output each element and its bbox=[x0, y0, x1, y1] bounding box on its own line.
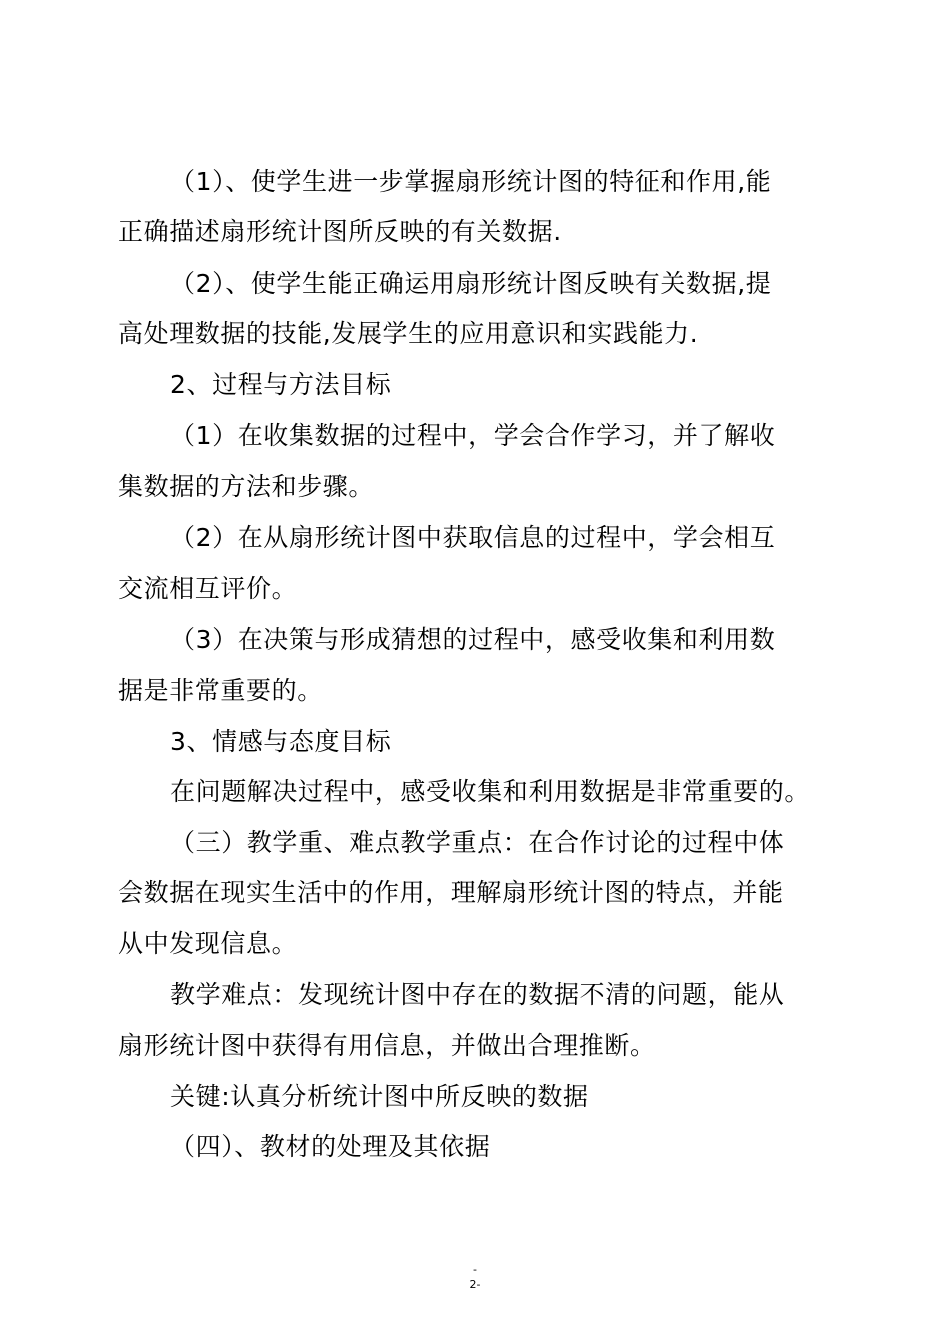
text-line: 高处理数据的技能,发展学生的应用意识和实践能力. bbox=[118, 319, 699, 348]
text-line: （3）在决策与形成猜想的过程中，感受收集和利用数 bbox=[170, 625, 776, 654]
text-line: 交流相互评价。 bbox=[118, 574, 298, 603]
text-line: 据是非常重要的。 bbox=[118, 676, 323, 705]
text-line: 在问题解决过程中，感受收集和利用数据是非常重要的。 bbox=[170, 777, 811, 806]
text-line: （三）教学重、难点教学重点：在合作讨论的过程中体 bbox=[170, 828, 785, 857]
text-line: （2）、使学生能正确运用扇形统计图反映有关数据,提 bbox=[170, 269, 772, 298]
text-line: 教学难点：发现统计图中存在的数据不清的问题，能从 bbox=[170, 980, 785, 1009]
text-line: （1）、使学生进一步掌握扇形统计图的特征和作用,能 bbox=[170, 167, 772, 196]
footer-mark: - bbox=[473, 1263, 477, 1276]
section-heading: 2、过程与方法目标 bbox=[170, 370, 392, 399]
page-number: 2- bbox=[469, 1278, 481, 1291]
text-line: 扇形统计图中获得有用信息，并做出合理推断。 bbox=[118, 1031, 656, 1060]
section-heading: 3、情感与态度目标 bbox=[170, 727, 392, 756]
text-line: 关键:认真分析统计图中所反映的数据 bbox=[170, 1082, 589, 1111]
text-line: 正确描述扇形统计图所反映的有关数据. bbox=[118, 217, 562, 246]
text-line: 从中发现信息。 bbox=[118, 929, 298, 958]
text-line: 会数据在现实生活中的作用，理解扇形统计图的特点，并能 bbox=[118, 878, 784, 907]
section-heading: （四）、教材的处理及其依据 bbox=[170, 1132, 491, 1161]
text-line: （1）在收集数据的过程中，学会合作学习，并了解收 bbox=[170, 421, 776, 450]
text-line: 集数据的方法和步骤。 bbox=[118, 472, 375, 501]
text-line: （2）在从扇形统计图中获取信息的过程中，学会相互 bbox=[170, 523, 776, 552]
